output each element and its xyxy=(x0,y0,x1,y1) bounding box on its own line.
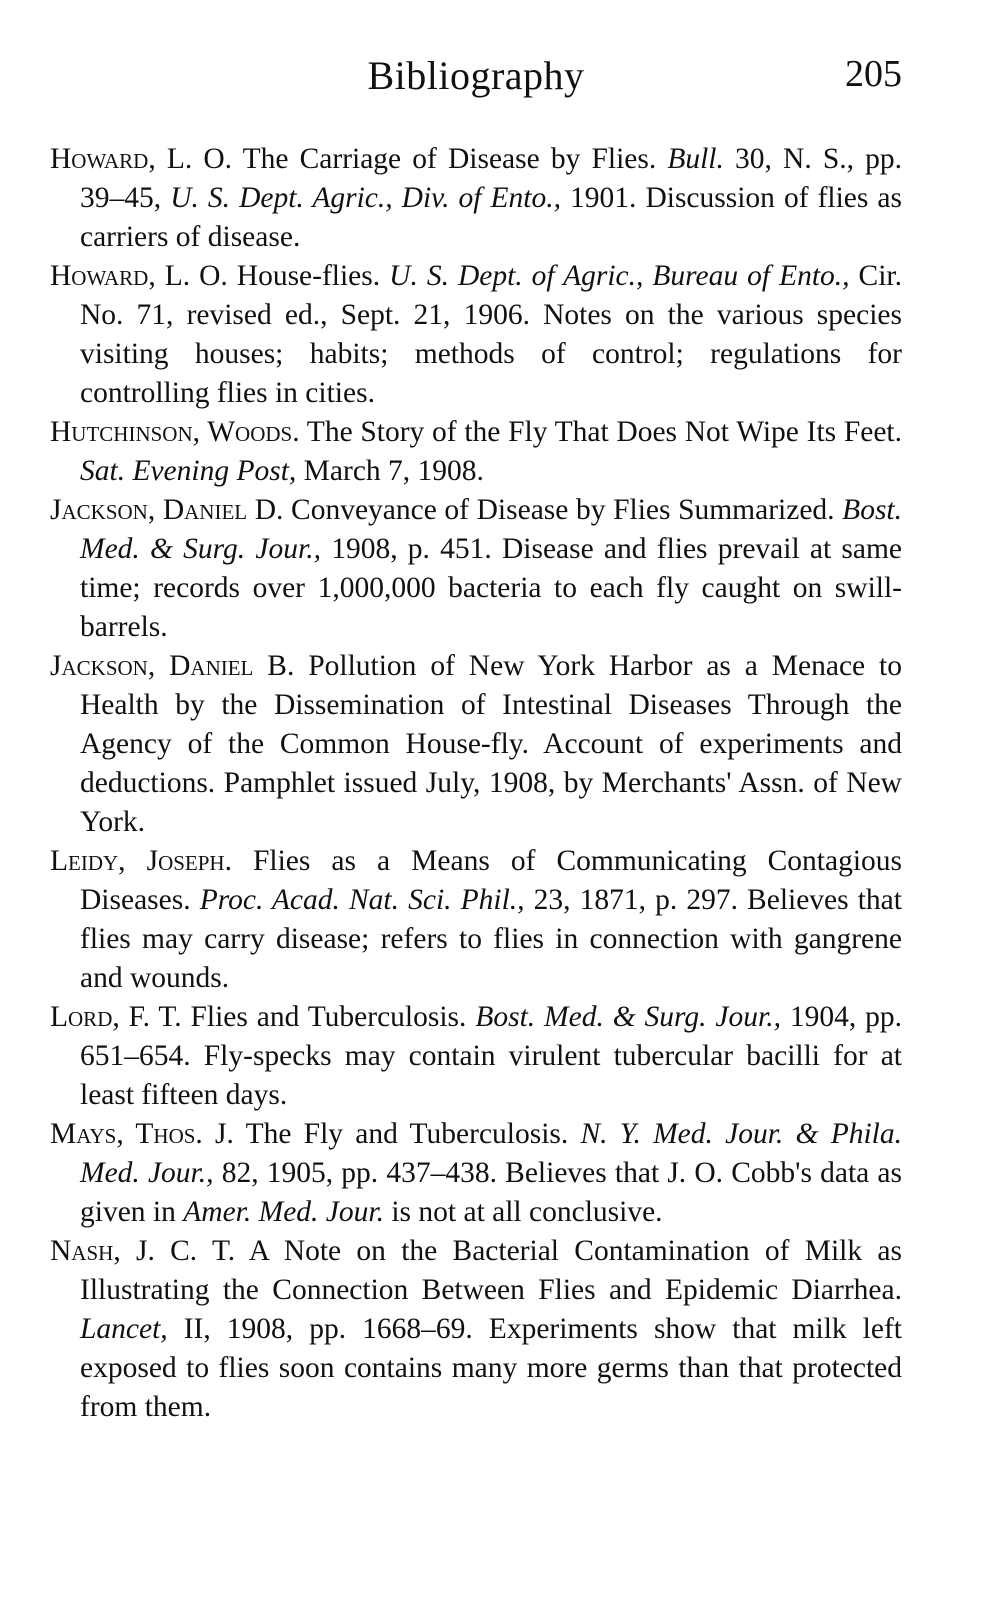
entry-text: , L. O. House-flies. xyxy=(148,260,390,292)
entry-text: 1908, p. 451. Disease and flies prevail at same time; records over 1,000,000 bacteria to each fly caught on swill-barrels. xyxy=(80,533,902,643)
bibliography-entry xyxy=(50,842,902,998)
entry-text: 82, 1905, pp. 437–438. Believes that J. O. Cobb's data as given in xyxy=(80,1157,902,1228)
publication-title: Bost. Med. & Surg. Jour., xyxy=(80,494,902,565)
author-name: Leidy, Joseph xyxy=(50,845,225,877)
author-name: Jackson, Daniel xyxy=(50,650,254,682)
entry-text: , J. C. T. A Note on the Bacterial Contamination of Milk as Illustrating the Connection Between Flies and Epidemic Diarrhea. xyxy=(80,1235,902,1306)
bibliography-entry xyxy=(50,998,902,1115)
author-name: Lord xyxy=(50,1001,113,1033)
publication-title: Bull. xyxy=(667,143,724,175)
entry-text: March 7, 1908. xyxy=(296,455,484,487)
bibliography-list xyxy=(50,140,902,1427)
publication-title: U. S. Dept. of Agric., Bureau of Ento., xyxy=(389,260,850,292)
page-title: Bibliography xyxy=(367,53,585,98)
entry-text: 30, N. S., pp. 39–45, xyxy=(80,143,902,214)
publication-title: Amer. Med. Jour. xyxy=(183,1196,384,1228)
bibliography-entry xyxy=(50,413,902,491)
bibliography-entry xyxy=(50,257,902,413)
author-name: Howard xyxy=(50,260,149,292)
author-name: Nash xyxy=(50,1235,114,1267)
entry-text: . The Story of the Fly That Does Not Wipe Its Feet. xyxy=(292,416,903,448)
entry-text: 1904, pp. 651–654. Fly-specks may contain virulent tubercular bacilli for at least fifteen days. xyxy=(80,1001,903,1111)
publication-title: Sat. Evening Post, xyxy=(80,455,297,487)
entry-text: D. Conveyance of Disease by Flies Summarized. xyxy=(247,494,843,526)
entry-text: 1901. Discussion of flies as carriers of disease. xyxy=(80,182,903,253)
entry-text: , F. T. Flies and Tuberculosis. xyxy=(112,1001,476,1033)
entry-text: is not at all conclusive. xyxy=(383,1196,663,1228)
publication-title: Lancet, xyxy=(80,1313,168,1345)
bibliography-entry xyxy=(50,1232,902,1427)
entry-text: Cir. No. 71, revised ed., Sept. 21, 1906. Notes on the various species visiting houses; habits; methods of control; regulations for controlling flies in cities. xyxy=(80,260,902,409)
entry-text: B. Pollution of New York Harbor as a Menace to Health by the Dissemination of Intestinal Diseases Through the Agency of the Common House-fly. Account of experiments and deductions. Pamphlet issued July, 1908, by Merchants' Assn. of New York. xyxy=(80,650,902,838)
page-header xyxy=(50,52,902,102)
bibliography-entry xyxy=(50,491,902,647)
author-name: Hutchinson, Woods xyxy=(50,416,293,448)
author-name: Jackson, Daniel xyxy=(50,494,248,526)
publication-title: Proc. Acad. Nat. Sci. Phil., xyxy=(199,884,525,916)
publication-title: N. Y. Med. Jour. & Phila. Med. Jour., xyxy=(80,1118,902,1189)
author-name: Howard xyxy=(50,143,149,175)
bibliography-entry xyxy=(50,140,902,257)
bibliography-entry xyxy=(50,647,902,842)
entry-text: 23, 1871, p. 297. Believes that flies may carry disease; refers to flies in connection with gangrene and wounds. xyxy=(80,884,902,994)
publication-title: U. S. Dept. Agric., Div. of Ento., xyxy=(170,182,561,214)
entry-text: . Flies as a Means of Communicating Contagious Diseases. xyxy=(80,845,903,916)
author-name: Mays, Thos xyxy=(50,1118,196,1150)
entry-text: , L. O. The Carriage of Disease by Flies. xyxy=(148,143,668,175)
entry-text: . J. The Fly and Tuberculosis. xyxy=(195,1118,581,1150)
entry-text: II, 1908, pp. 1668–69. Experiments show that milk left exposed to flies soon contains many more germs than that protected from them. xyxy=(80,1313,902,1423)
page-number: 205 xyxy=(845,53,902,95)
publication-title: Bost. Med. & Surg. Jour., xyxy=(475,1001,781,1033)
bibliography-entry xyxy=(50,1115,902,1232)
